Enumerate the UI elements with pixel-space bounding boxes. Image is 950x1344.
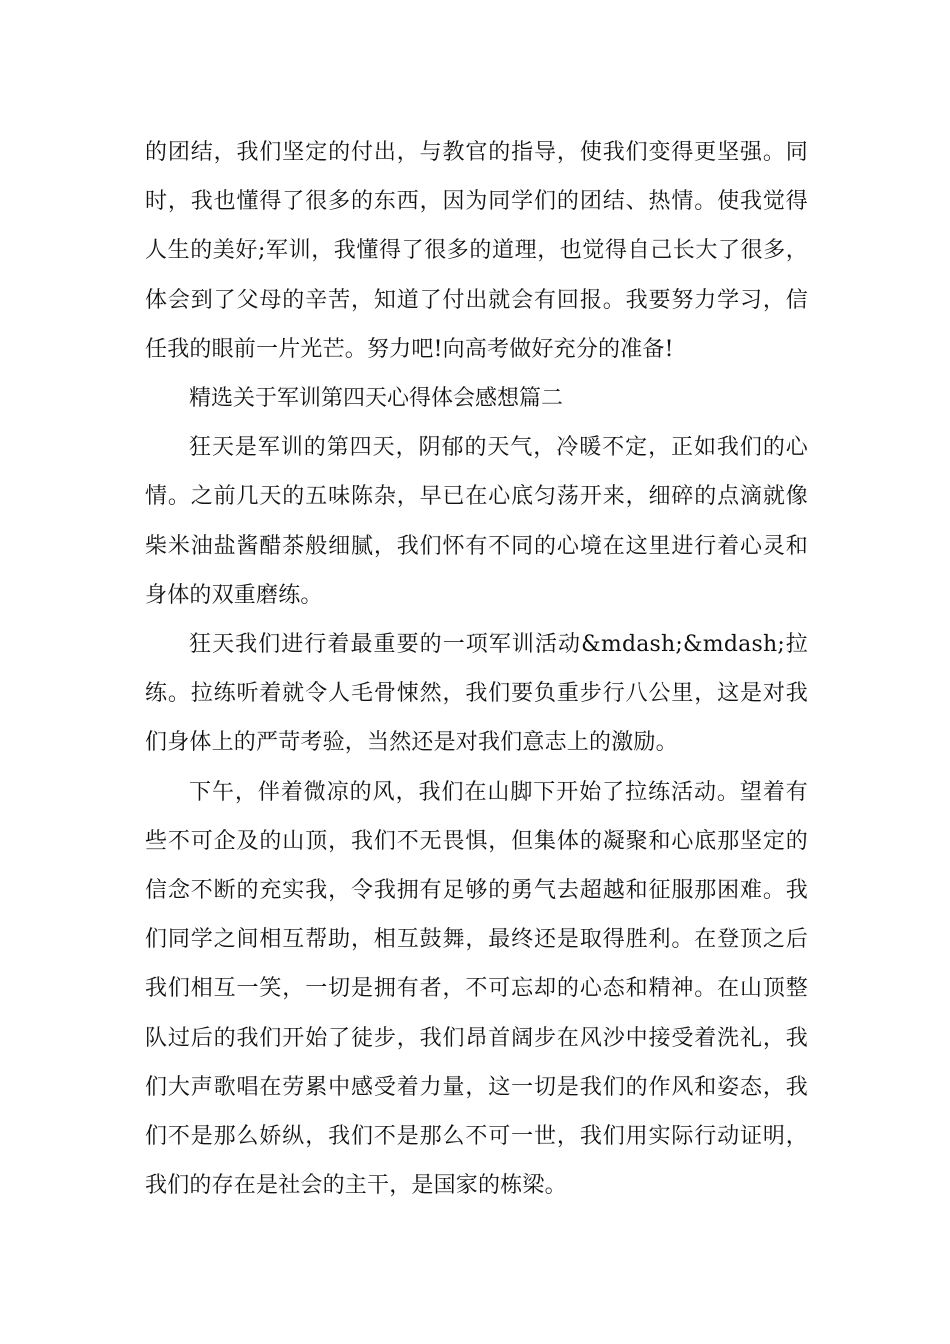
section-heading: 精选关于军训第四天心得体会感想篇二: [189, 386, 564, 412]
paragraph-march-training: 狂天我们进行着最重要的一项军训活动&mdash;&mdash;拉练。拉练听着就令人毛骨悚然，我们要负重步行八公里，这是对我们身体上的严苛考验，当然还是对我们意志上的激励。: [145, 632, 808, 756]
paragraph-fourth-day: 狂天是军训的第四天，阴郁的天气，冷暖不定，正如我们的心情。之前几天的五味陈杂，早已在心底匀荡开来，细碎的点滴就像柴米油盐酱醋茶般细腻，我们怀有不同的心境在这里进行着心灵和身体的双重磨练。: [145, 435, 808, 608]
document-body: [145, 128, 808, 1210]
paragraph-continued: 的团结，我们坚定的付出，与教官的指导，使我们变得更坚强。同时，我也懂得了很多的东西，因为同学们的团结、热情。使我觉得人生的美好;军训，我懂得了很多的道理，也觉得自己长大了很多，体会到了父母的辛苦，知道了付出就会有回报。我要努力学习，信任我的眼前一片光芒。努力吧!向高考做好充分的准备!: [145, 140, 808, 362]
paragraph-afternoon-hike: 下午，伴着微凉的风，我们在山脚下开始了拉练活动。望着有些不可企及的山顶，我们不无畏惧，但集体的凝聚和心底那坚定的信念不断的充实我，令我拥有足够的勇气去超越和征服那困难。我们同学之间相互帮助，相互鼓舞，最终还是取得胜利。在登顶之后我们相互一笑，一切是拥有者，不可忘却的心态和精神。在山顶整队过后的我们开始了徒步，我们昂首阔步在风沙中接受着洗礼，我们大声歌唱在劳累中感受着力量，这一切是我们的作风和姿态，我们不是那么娇纵，我们不是那么不可一世，我们用实际行动证明，我们的存在是社会的主干，是国家的栋梁。: [145, 779, 808, 1199]
